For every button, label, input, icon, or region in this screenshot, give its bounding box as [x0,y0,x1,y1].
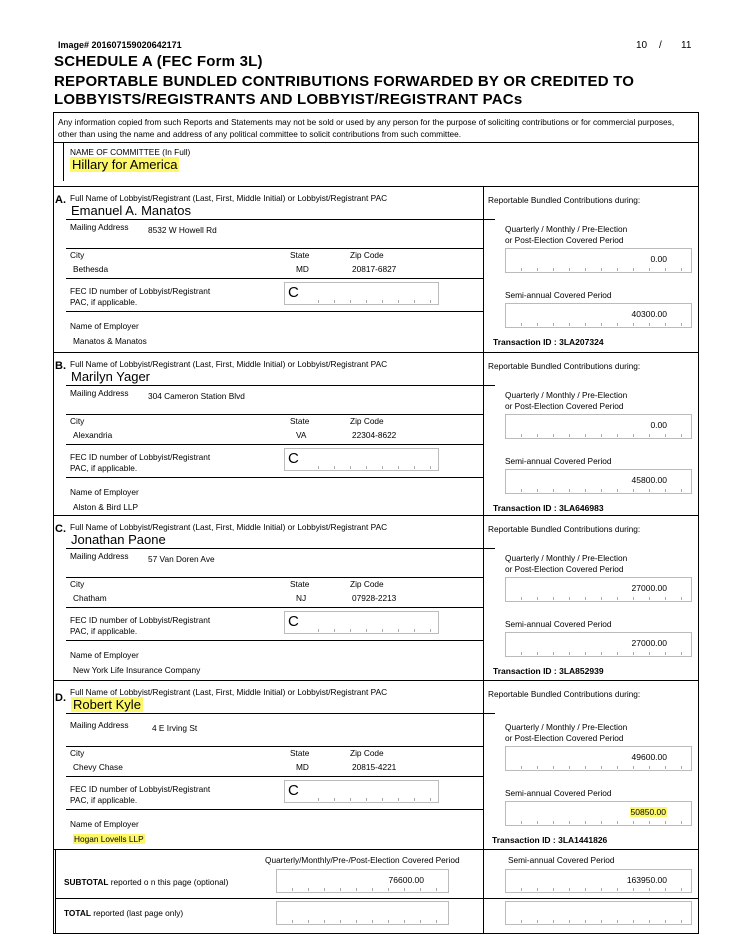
transaction-id [493,503,604,513]
state-value: MD [296,264,309,274]
fec-id-label-2: PAC, if applicable. [70,626,138,636]
zip-value: 20815-4221 [352,762,397,772]
quarterly-amount-field[interactable] [505,577,692,602]
fec-id-label-2: PAC, if applicable. [70,297,138,307]
fec-id-prefix: C [288,284,299,301]
mailing-address-label: Mailing Address [70,720,129,730]
divider [66,385,483,386]
transaction-id [492,835,607,845]
quarterly-amount: 49600.00 [631,752,667,762]
mailing-address: 57 Van Doren Ave [148,554,215,564]
page-total: 11 [681,40,692,51]
divider [66,444,483,445]
subtotal-label: SUBTOTAL [64,877,109,887]
form-subtitle-line2: LOBBYISTS/REGISTRANTS AND LOBBYIST/REGISTRANT PACs [54,91,523,108]
quarterly-amount-field[interactable] [505,248,692,273]
transaction-id-value: 3LA1441826 [558,835,608,845]
fec-id-label-1: FEC ID number of Lobbyist/Registrant [70,784,211,794]
entry-letter: D. [55,692,66,704]
committee-label: NAME OF COMMITTEE (In Full) [70,147,191,157]
transaction-id-label: Transaction ID : [493,666,560,676]
quarterly-amount-field[interactable] [505,746,692,771]
semiannual-label: Semi-annual Covered Period [505,290,612,300]
committee-marker [54,143,64,181]
quarterly-label-2: or Post-Election Covered Period [505,733,624,743]
totals-semiannual-header: Semi-annual Covered Period [508,855,615,865]
zip-value: 07928-2213 [352,593,397,603]
employer-label: Name of Employer [70,650,139,660]
quarterly-amount: 0.00 [650,420,667,430]
mailing-address: 304 Cameron Station Blvd [148,391,245,401]
semiannual-label: Semi-annual Covered Period [505,619,612,629]
full-name-label: Full Name of Lobbyist/Registrant (Last, First, Middle Initial) or Lobbyist/Registrant PAC [70,359,388,369]
city-label: City [70,250,85,260]
zip-value: 20817-6827 [352,264,397,274]
fec-id-label-1: FEC ID number of Lobbyist/Registrant [70,615,211,625]
subtotal-semiannual-field[interactable] [505,869,692,893]
transaction-id-label: Transaction ID : [493,503,560,513]
divider [53,142,699,143]
fec-id-prefix: C [288,782,299,799]
entry-letter: A. [55,194,66,206]
fec-id-label-2: PAC, if applicable. [70,795,138,805]
total-quarterly-field[interactable] [276,901,449,925]
reportable-label: Reportable Bundled Contributions during: [488,361,641,371]
lobbyist-name: Marilyn Yager [71,369,150,384]
semiannual-amount: 45800.00 [631,475,667,485]
full-name-label: Full Name of Lobbyist/Registrant (Last, First, Middle Initial) or Lobbyist/Registrant PAC [70,193,388,203]
semiannual-amount-field[interactable] [505,632,692,657]
zip-value: 22304-8622 [352,430,397,440]
city-label: City [70,416,85,426]
city-value: Chevy Chase [73,762,123,772]
employer-label: Name of Employer [70,487,139,497]
page-current: 10 [636,40,648,51]
divider [483,219,495,220]
divider [55,849,56,934]
state-label: State [290,416,310,426]
state-value: MD [296,762,309,772]
transaction-id-label: Transaction ID : [493,337,560,347]
semiannual-amount: 40300.00 [631,309,667,319]
divider [66,776,483,777]
zip-label: Zip Code [350,579,384,589]
divider [53,680,699,681]
quarterly-label-1: Quarterly / Monthly / Pre-Election [505,390,628,400]
employer-label: Name of Employer [70,819,139,829]
semiannual-amount: 50850.00 [630,807,666,817]
state-value: NJ [296,593,307,603]
form-title: SCHEDULE A (FEC Form 3L) [54,53,263,70]
fec-id-prefix: C [288,450,299,467]
divider [66,311,483,312]
divider [55,898,699,899]
quarterly-label-2: or Post-Election Covered Period [505,564,624,574]
reportable-label: Reportable Bundled Contributions during: [488,689,641,699]
entry-letter: B. [55,360,66,372]
city-value: Bethesda [73,264,109,274]
employer-value: Alston & Bird LLP [73,502,139,512]
mailing-address-label: Mailing Address [70,551,129,561]
employer-value: New York Life Insurance Company [73,665,201,675]
transaction-id [493,666,604,676]
divider [53,849,699,850]
reportable-label: Reportable Bundled Contributions during: [488,195,641,205]
mailing-address-label: Mailing Address [70,388,129,398]
full-name-label: Full Name of Lobbyist/Registrant (Last, First, Middle Initial) or Lobbyist/Registrant PAC [70,687,388,697]
mailing-address: 8532 W Howell Rd [148,225,217,235]
city-label: City [70,579,85,589]
city-label: City [70,748,85,758]
committee-name: Hillary for America [72,157,178,172]
fec-id-label-2: PAC, if applicable. [70,463,138,473]
subtotal-quarterly-value: 76600.00 [388,875,424,885]
divider [483,385,495,386]
quarterly-label-2: or Post-Election Covered Period [505,401,624,411]
page-separator: / [659,40,662,51]
quarterly-label-1: Quarterly / Monthly / Pre-Election [505,224,628,234]
totals-quarterly-header: Quarterly/Monthly/Pre-/Post-Election Covered Period [265,855,460,865]
semiannual-amount-field[interactable] [505,469,692,494]
semiannual-amount-field[interactable] [505,801,692,826]
image-number: Image# 201607159020642171 [58,40,182,50]
state-label: State [290,250,310,260]
divider [53,352,699,353]
zip-label: Zip Code [350,250,384,260]
reportable-label: Reportable Bundled Contributions during: [488,524,641,534]
total-label: TOTAL [64,908,91,918]
state-value: VA [296,430,307,440]
state-label: State [290,579,310,589]
subtotal-label-group [64,877,228,887]
fec-id-field[interactable] [284,780,439,803]
lobbyist-name: Robert Kyle [73,697,141,712]
city-value: Alexandria [73,430,113,440]
quarterly-amount: 27000.00 [631,583,667,593]
fec-id-field[interactable] [284,448,439,471]
mailing-address: 4 E Irving St [152,723,198,733]
mailing-address-label: Mailing Address [70,222,129,232]
divider [53,186,699,187]
lobbyist-name: Jonathan Paone [71,532,166,547]
quarterly-label-1: Quarterly / Monthly / Pre-Election [505,553,628,563]
lobbyist-name: Emanuel A. Manatos [71,203,191,218]
subtotal-semiannual-value: 163950.00 [626,875,667,885]
employer-value: Manatos & Manatos [73,336,147,346]
transaction-id [493,337,604,347]
divider [66,746,483,747]
divider [66,809,483,810]
divider [66,278,483,279]
divider [66,219,483,220]
divider [483,849,484,934]
divider [66,548,483,549]
zip-label: Zip Code [350,748,384,758]
fec-id-field[interactable] [284,611,439,634]
transaction-id-value: 3LA646983 [559,503,604,513]
total-label-group [64,908,183,918]
city-value: Chatham [73,593,107,603]
divider [66,414,483,415]
transaction-id-label: Transaction ID : [492,835,559,845]
divider [66,477,483,478]
divider [66,640,483,641]
state-label: State [290,748,310,758]
quarterly-amount-field[interactable] [505,414,692,439]
quarterly-label-2: or Post-Election Covered Period [505,235,624,245]
divider [483,713,495,714]
semiannual-amount-field[interactable] [505,303,692,328]
employer-value: Hogan Lovells LLP [74,834,144,844]
total-note: reported (last page only) [93,908,184,918]
subtotal-quarterly-field[interactable] [276,869,449,893]
transaction-id-value: 3LA207324 [559,337,604,347]
zip-label: Zip Code [350,416,384,426]
column-divider [483,186,484,849]
divider [66,713,483,714]
total-semiannual-field[interactable] [505,901,692,925]
divider [483,548,495,549]
divider [66,577,483,578]
disclaimer: Any information copied from such Reports and Statements may not be sold or used by any person for the purpose of soliciting contributions or for commercial purposes, other than using the name and address of any political committee to solicit contributions from such committee. [58,117,675,139]
fec-id-label-1: FEC ID number of Lobbyist/Registrant [70,286,211,296]
full-name-label: Full Name of Lobbyist/Registrant (Last, First, Middle Initial) or Lobbyist/Registrant PAC [70,522,388,532]
fec-id-field[interactable] [284,282,439,305]
quarterly-label-1: Quarterly / Monthly / Pre-Election [505,722,628,732]
divider [53,515,699,516]
fec-id-label-1: FEC ID number of Lobbyist/Registrant [70,452,211,462]
divider [66,607,483,608]
entry-letter: C. [55,523,66,535]
subtotal-note: reported o n this page (optional) [110,877,229,887]
semiannual-amount: 27000.00 [631,638,667,648]
fec-id-prefix: C [288,613,299,630]
quarterly-amount: 0.00 [650,254,667,264]
semiannual-label: Semi-annual Covered Period [505,788,612,798]
transaction-id-value: 3LA852939 [559,666,604,676]
divider [66,248,483,249]
semiannual-label: Semi-annual Covered Period [505,456,612,466]
form-subtitle-line1: REPORTABLE BUNDLED CONTRIBUTIONS FORWARDED BY OR CREDITED TO [54,73,635,90]
employer-label: Name of Employer [70,321,139,331]
